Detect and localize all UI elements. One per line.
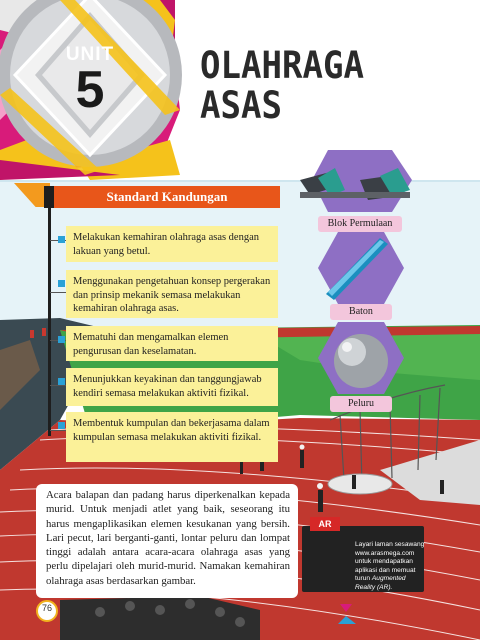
- page-number: 76: [41, 603, 52, 613]
- standard-item: Membentuk kumpulan dan bekerjasama dalam kumpulan semasa melakukan aktiviti fizikal.: [66, 412, 278, 462]
- equipment-label: Blok Permulaan: [318, 216, 402, 232]
- chapter-title-line-2: ASAS: [200, 84, 282, 127]
- equipment-label: Peluru: [330, 396, 392, 412]
- standard-header: Standard Kandungan: [54, 186, 280, 208]
- ar-instructions-italic: Augmented Reality (AR).: [355, 575, 406, 591]
- ar-instructions-text: Layari laman sesawang www.arasmega.com untuk mendapatkan aplikasi dan memuat turun: [355, 541, 425, 583]
- timeline-cap: [44, 186, 54, 208]
- connector: [50, 292, 66, 293]
- unit-number: 5: [75, 61, 105, 119]
- chapter-title-line-1: OLAHRAGA: [200, 44, 364, 87]
- intro-paragraph: Acara balapan dan padang harus diperkenalkan kepada murid. Untuk menjadi atlet yang baik, seseorang itu harus mengaplikasikan elemen kesukanan yang bersih. Lari pecut, lari berganti-ganti, lontar peluru dan lompat tinggi adalah antara acara-acara olahraga asas yang perlu dipelajari oleh murid-murid. Namakan kemahiran olahraga asas berdasarkan gambar.: [46, 489, 290, 587]
- standard-item: Menunjukkan keyakinan dan tanggungjawab kendiri semasa melakukan aktiviti fizikal.: [66, 368, 278, 406]
- unit-label: UNIT: [65, 44, 115, 65]
- shot-put-icon: [334, 334, 388, 388]
- connector: [50, 385, 66, 386]
- connector: [50, 430, 66, 431]
- ar-instructions: [355, 541, 425, 593]
- equipment-label: Baton: [330, 304, 392, 320]
- ar-logo: AR: [310, 517, 340, 531]
- standard-item: Melakukan kemahiran olahraga asas dengan lakuan yang betul.: [66, 226, 278, 262]
- timeline-line: [48, 186, 51, 436]
- standard-item: Menggunakan pengetahuan konsep pergerakan dan prinsip mekanik semasa melakukan kemahiran olahraga asas.: [66, 270, 278, 318]
- standard-item: Mematuhi dan mengamalkan elemen pengurusan dan keselamatan.: [66, 326, 278, 361]
